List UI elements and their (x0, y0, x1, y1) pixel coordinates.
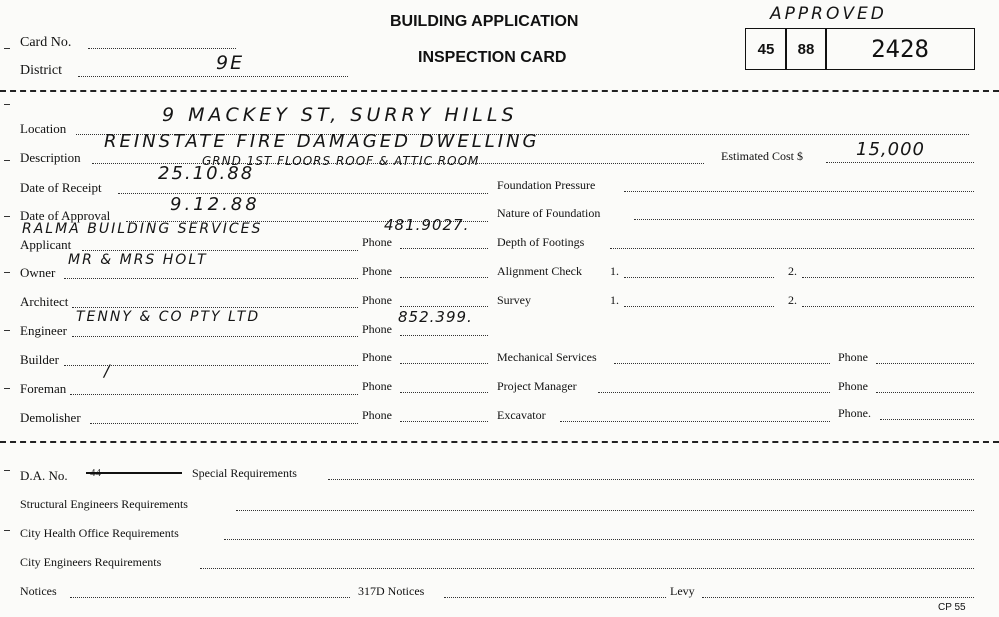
engineer-value: TENNY & CO PTY LTD (76, 309, 261, 325)
notices-317d-line (444, 597, 666, 598)
architect-phone-label: Phone (362, 293, 392, 307)
foreman-mark: / (104, 361, 112, 380)
foundation-pressure-label: Foundation Pressure (497, 178, 596, 192)
city-health-line (224, 539, 974, 540)
mechanical-services-label: Mechanical Services (497, 350, 597, 364)
owner-phone-line (400, 277, 488, 278)
demolisher-phone-line (400, 421, 488, 422)
form-code: CP 55 (938, 602, 966, 613)
excavator-label: Excavator (497, 408, 546, 422)
margin-tick (4, 104, 10, 105)
description-value-line1: REINSTATE FIRE DAMAGED DWELLING (104, 131, 540, 152)
applicant-phone-line (400, 248, 488, 249)
foreman-phone-label: Phone (362, 379, 392, 393)
survey-1-line (624, 306, 774, 307)
district-label: District (20, 63, 62, 78)
margin-tick (4, 272, 10, 273)
approval-card-number: 2428 (871, 35, 929, 63)
nature-of-foundation-line (634, 219, 974, 220)
location-value: 9 MACKEY ST, SURRY HILLS (162, 104, 518, 126)
applicant-phone-value: 481.9027. (384, 216, 470, 234)
owner-phone-label: Phone (362, 264, 392, 278)
applicant-label: Applicant (20, 237, 72, 252)
builder-label: Builder (20, 352, 59, 367)
mechanical-services-line (614, 363, 830, 364)
levy-line (702, 597, 974, 598)
owner-value: MR & MRS HOLT (68, 252, 208, 268)
survey-1-label: 1. (610, 293, 619, 307)
foreman-label: Foreman (20, 381, 67, 396)
builder-phone-line (400, 363, 488, 364)
architect-line (72, 307, 358, 308)
notices-label: Notices (20, 584, 57, 598)
demolisher-phone-label: Phone (362, 408, 392, 422)
date-of-receipt-label: Date of Receipt (20, 180, 102, 195)
card-no-label: Card No. (20, 35, 72, 50)
engineer-phone-value: 852.399. (398, 308, 473, 326)
margin-tick (4, 216, 10, 217)
structural-engineers-line (236, 510, 974, 511)
date-of-receipt-value: 25.10.88 (158, 163, 255, 184)
foundation-pressure-line (624, 191, 974, 192)
alignment-check-label: Alignment Check (497, 264, 582, 278)
foreman-phone-line (400, 392, 488, 393)
estimated-cost-value: 15,000 (856, 139, 925, 160)
margin-tick (4, 330, 10, 331)
demolisher-label: Demolisher (20, 410, 81, 425)
alignment-check-2-line (802, 277, 974, 278)
project-manager-label: Project Manager (497, 379, 577, 393)
applicant-phone-label: Phone (362, 235, 392, 249)
da-no-strikethrough (86, 472, 182, 474)
demolisher-line (90, 423, 358, 424)
excavator-phone-line (880, 419, 974, 420)
margin-tick (4, 48, 10, 49)
district-line (78, 76, 348, 77)
applicant-line (82, 250, 358, 251)
margin-tick (4, 470, 10, 471)
description-value-line2: GRND 1ST FLOORS ROOF & ATTIC ROOM (202, 154, 480, 168)
engineer-phone-label: Phone (362, 322, 392, 336)
owner-line (64, 278, 358, 279)
city-health-label: City Health Office Requirements (20, 526, 179, 540)
district-value: 9E (216, 52, 245, 74)
alignment-check-1-label: 1. (610, 264, 619, 278)
margin-tick (4, 530, 10, 531)
location-label: Location (20, 121, 67, 136)
survey-2-label: 2. (788, 293, 797, 307)
card-title-line2: INSPECTION CARD (418, 49, 567, 66)
engineer-label: Engineer (20, 323, 67, 338)
header-divider (0, 90, 999, 92)
da-no-label: D.A. No. (20, 468, 68, 483)
estimated-cost-label: Estimated Cost $ (721, 149, 803, 163)
description-label: Description (20, 150, 81, 165)
estimated-cost-line (826, 162, 974, 163)
architect-label: Architect (20, 294, 69, 309)
date-of-approval-label: Date of Approval (20, 208, 111, 223)
notices-line (70, 597, 350, 598)
special-requirements-label: Special Requirements (192, 466, 297, 480)
notices-317d-label: 317D Notices (358, 584, 425, 598)
project-manager-phone-line (876, 392, 974, 393)
excavator-line (560, 421, 830, 422)
alignment-check-1-line (624, 277, 774, 278)
project-manager-line (598, 392, 830, 393)
date-of-approval-value: 9.12.88 (170, 194, 260, 215)
architect-phone-line (400, 306, 488, 307)
nature-of-foundation-label: Nature of Foundation (497, 206, 601, 220)
project-manager-phone-label: Phone (838, 379, 868, 393)
builder-phone-label: Phone (362, 350, 392, 364)
approval-number-88: 88 (797, 40, 815, 58)
depth-of-footings-label: Depth of Footings (497, 235, 585, 249)
mechanical-services-phone-line (876, 363, 974, 364)
engineer-phone-line (400, 335, 488, 336)
city-engineers-label: City Engineers Requirements (20, 555, 162, 569)
approval-number-45: 45 (757, 40, 775, 58)
levy-label: Levy (670, 584, 695, 598)
approved-stamp: APPROVED (770, 4, 887, 24)
alignment-check-2-label: 2. (788, 264, 797, 278)
mechanical-services-phone-label: Phone (838, 350, 868, 364)
foreman-line (70, 394, 358, 395)
structural-engineers-label: Structural Engineers Requirements (20, 497, 188, 511)
engineer-line (72, 336, 358, 337)
excavator-phone-label: Phone. (838, 406, 871, 420)
margin-tick (4, 160, 10, 161)
special-requirements-line (328, 479, 974, 480)
section-divider (0, 441, 999, 443)
margin-tick (4, 388, 10, 389)
survey-2-line (802, 306, 974, 307)
applicant-value: RALMA BUILDING SERVICES (22, 221, 263, 237)
card-title-line1: BUILDING APPLICATION (390, 13, 579, 30)
survey-label: Survey (497, 293, 531, 307)
owner-label: Owner (20, 265, 56, 280)
card-no-line (88, 48, 236, 49)
depth-of-footings-line (610, 248, 974, 249)
city-engineers-line (200, 568, 974, 569)
